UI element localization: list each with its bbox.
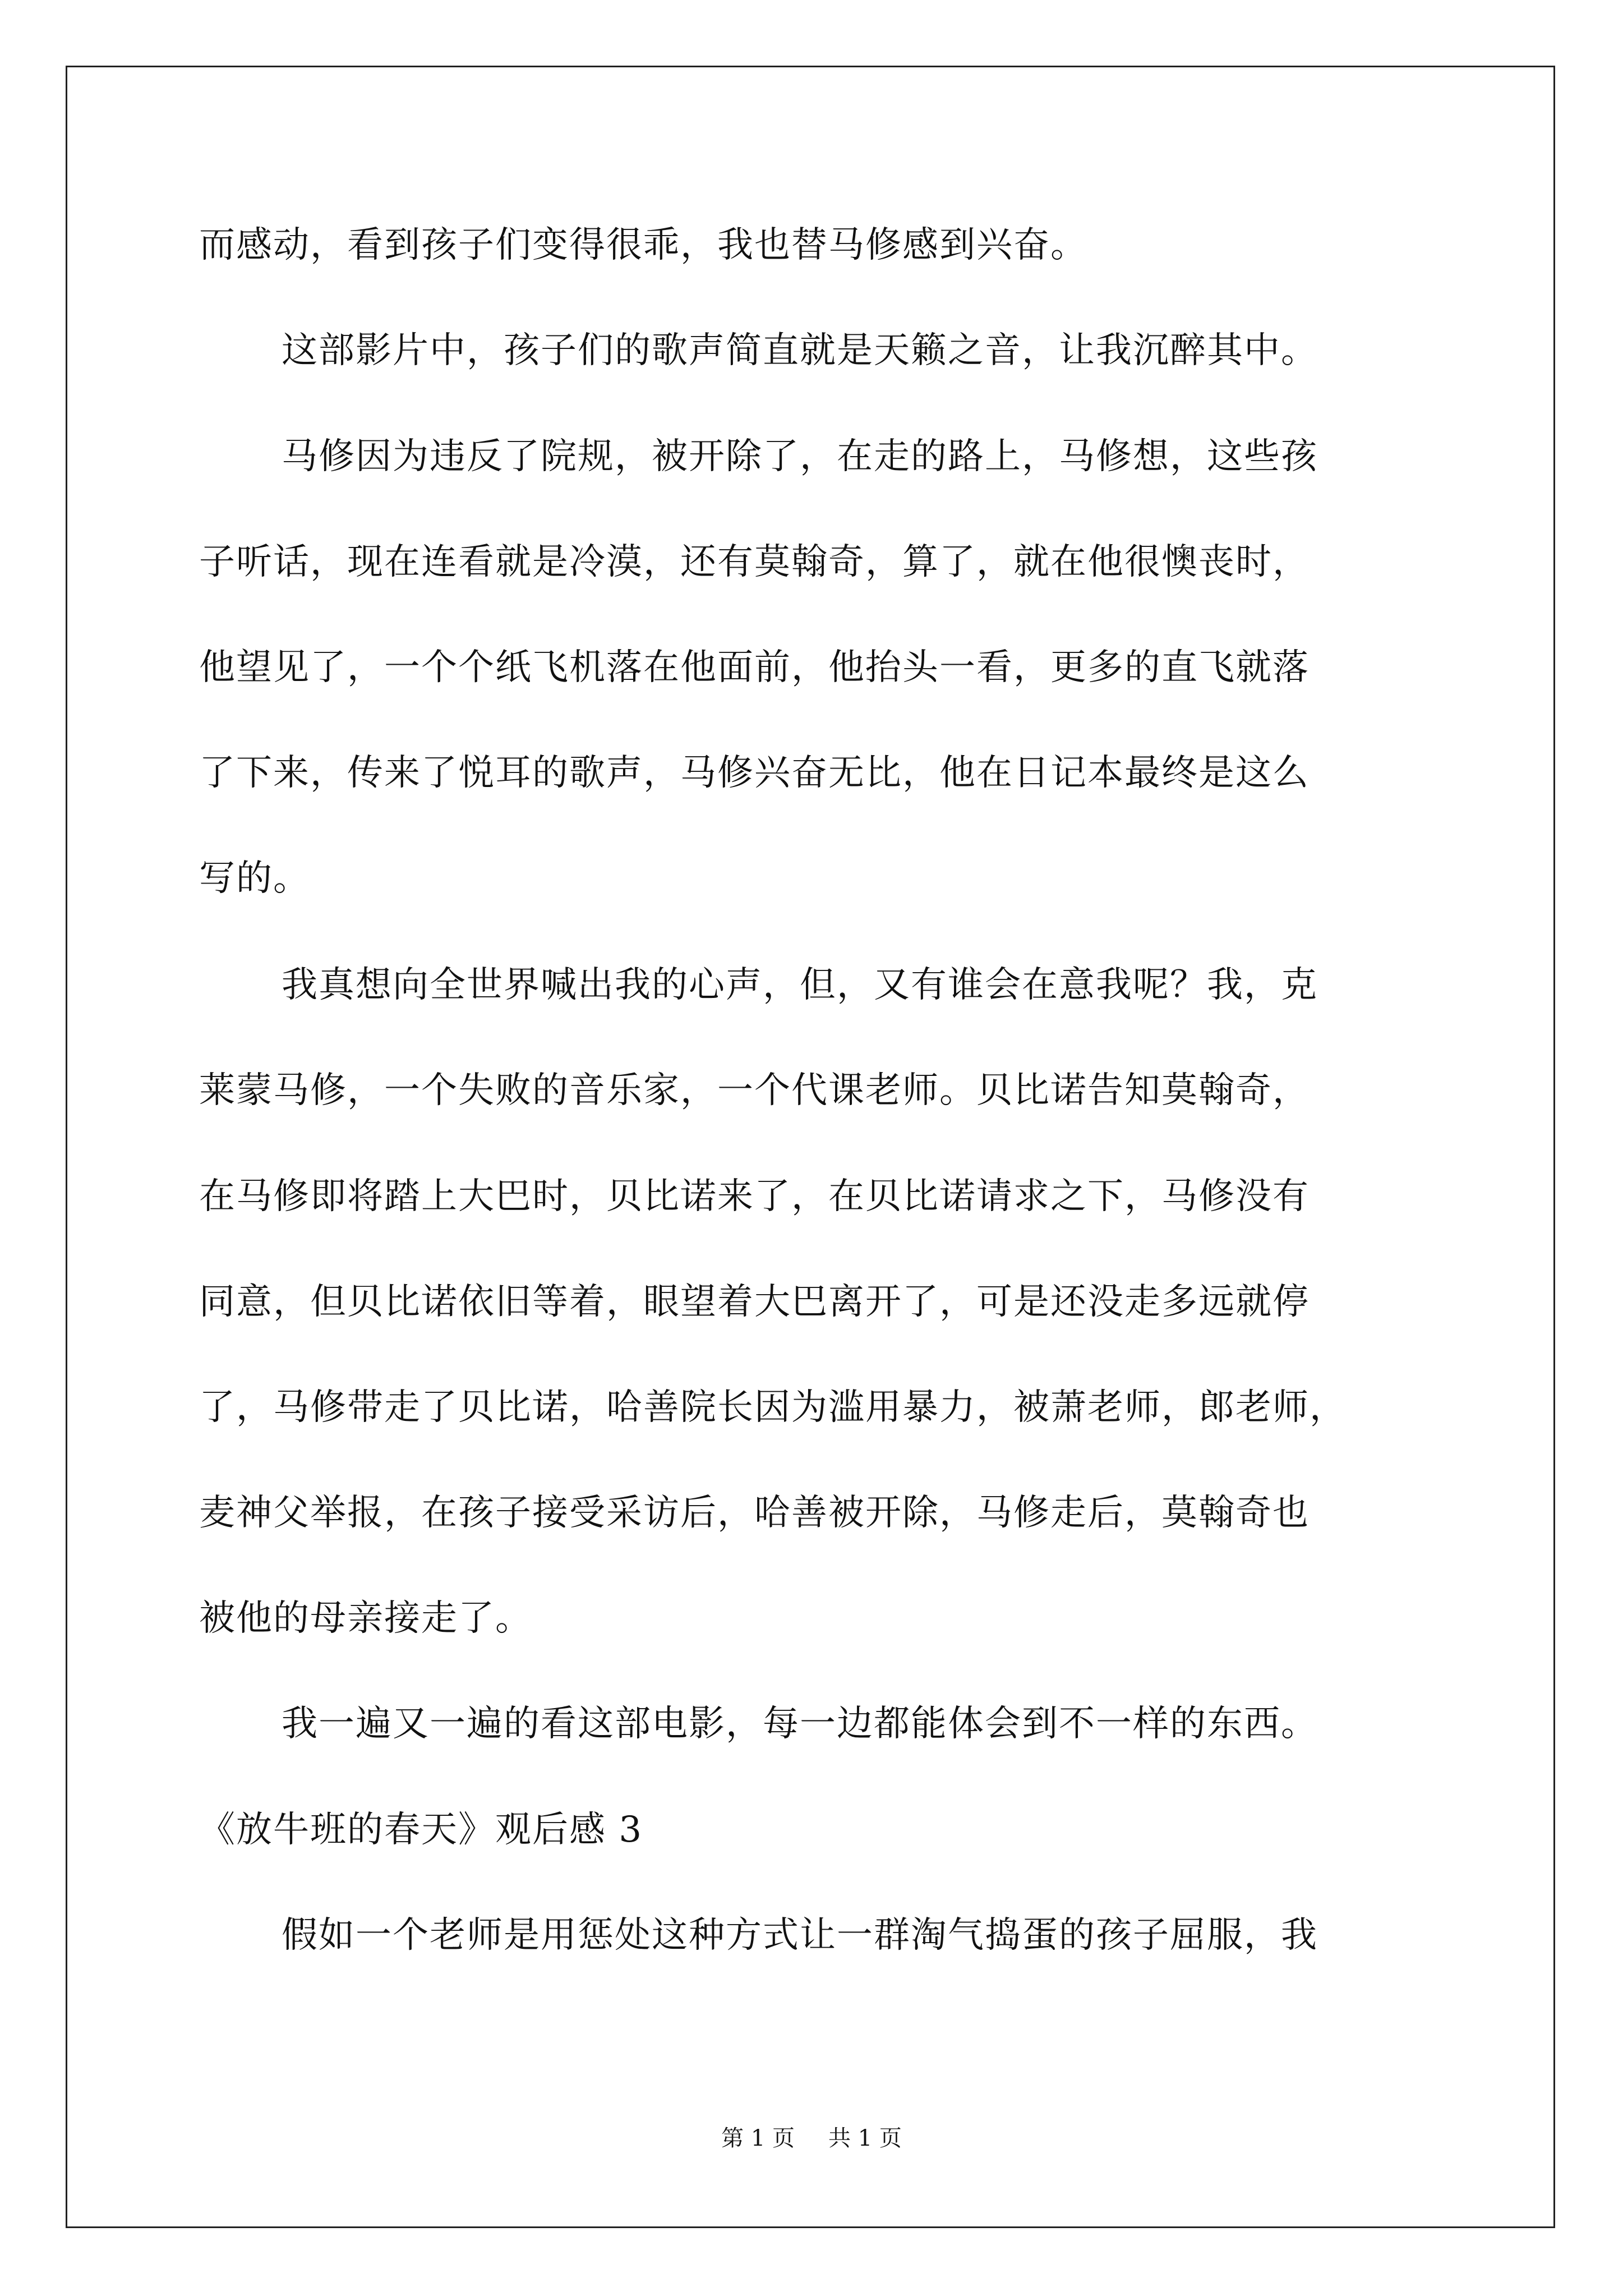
section-title: 《放牛班的春天》观后感 3 [199,1809,643,1851]
text-line: 被他的母亲接走了。 [199,1598,532,1639]
text-line: 而感动，看到孩子们变得很乖，我也替马修感到兴奋。 [199,224,1087,266]
page-border [66,66,1555,2228]
page-footer [0,2120,1623,2152]
text-line: 莱蒙马修，一个失败的音乐家，一个代课老师。贝比诺告知莫翰奇， [199,1070,1310,1111]
text-line: 了，马修带走了贝比诺，哈善院长因为滥用暴力，被萧老师，郎老师， [199,1387,1347,1428]
page-number: 第 1 页 [721,2125,795,2151]
text-line: 在马修即将踏上大巴时，贝比诺来了，在贝比诺请求之下，马修没有 [199,1176,1310,1217]
text-line: 了下来，传来了悦耳的歌声，马修兴奋无比，他在日记本最终是这么 [199,752,1310,794]
text-line: 同意，但贝比诺依旧等着，眼望着大巴离开了，可是还没走多远就停 [199,1281,1310,1323]
text-line: 子听话，现在连看就是冷漠，还有莫翰奇，算了，就在他很懊丧时， [199,541,1310,583]
page-total: 共 1 页 [828,2125,902,2151]
text-line: 马修因为违反了院规，被开除了，在走的路上，马修想，这些孩 [282,436,1318,477]
text-line: 这部影片中，孩子们的歌声简直就是天籁之音，让我沉醉其中。 [282,330,1318,371]
text-line: 麦神父举报，在孩子接受采访后，哈善被开除，马修走后，莫翰奇也 [199,1492,1310,1534]
text-line: 写的。 [199,858,310,899]
text-line: 他望见了，一个个纸飞机落在他面前，他抬头一看，更多的直飞就落 [199,647,1310,688]
text-line: 我一遍又一遍的看这部电影，每一边都能体会到不一样的东西。 [282,1703,1318,1745]
text-line: 假如一个老师是用惩处这种方式让一群淘气捣蛋的孩子屈服，我 [282,1915,1318,1956]
text-line: 我真想向全世界喊出我的心声，但，又有谁会在意我呢？我，克 [282,964,1318,1006]
